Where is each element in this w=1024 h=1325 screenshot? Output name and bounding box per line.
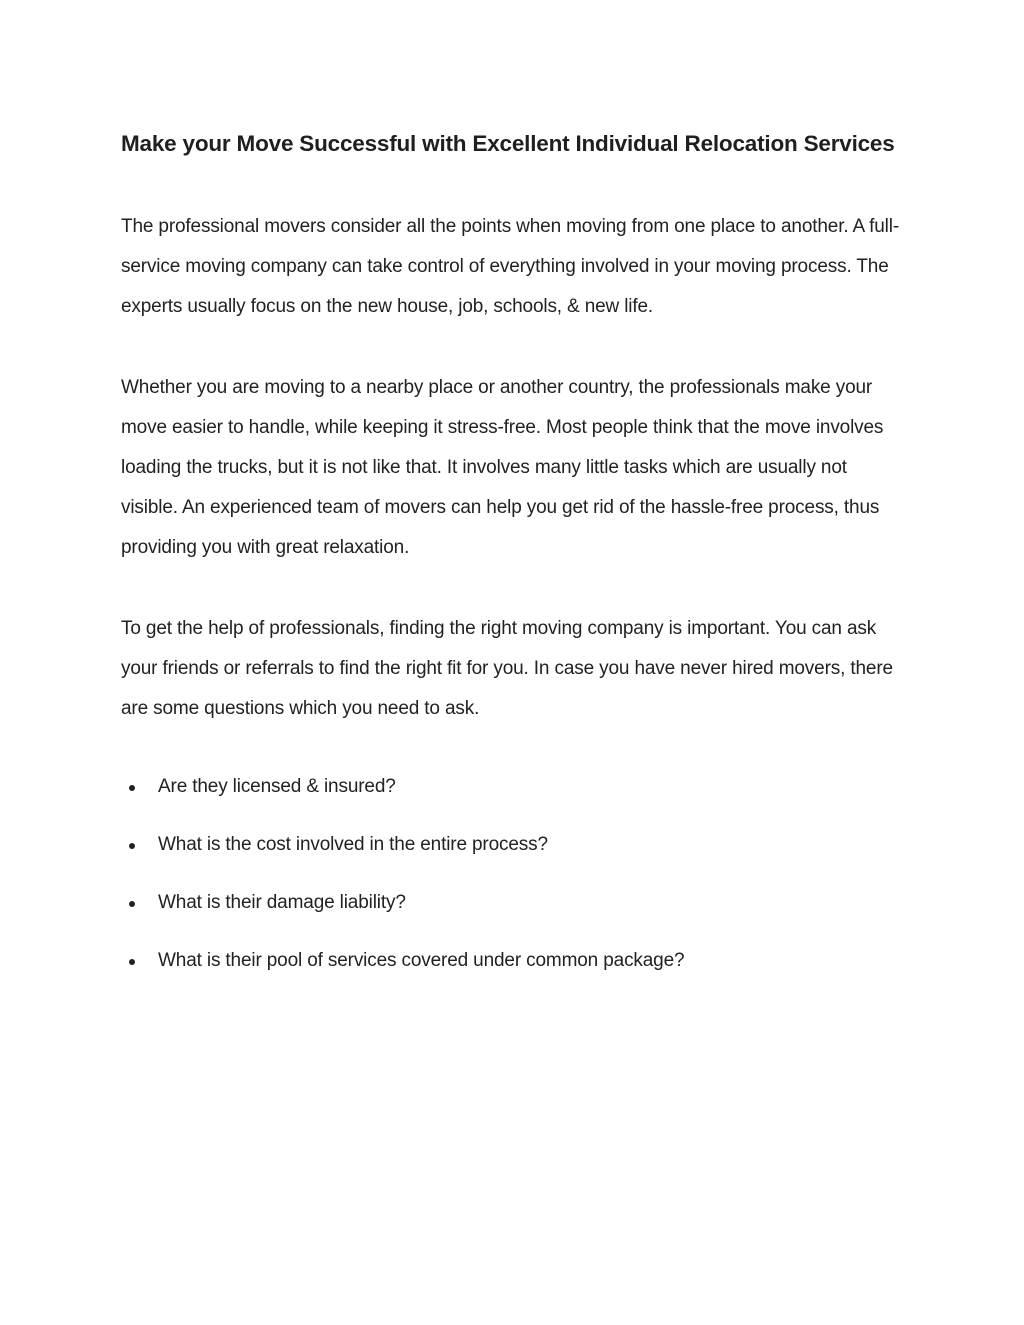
list-item-text: What is the cost involved in the entire process? [158,834,548,856]
list-item [121,767,906,807]
bullet-icon [129,785,135,791]
list-item-text: What is their damage liability? [158,892,406,914]
list-item [121,825,906,865]
bullet-icon [129,959,135,965]
bullet-icon [129,843,135,849]
paragraph-finding-company: To get the help of professionals, finding the right moving company is important. You can ask your friends or referrals to find the right fit for you. In case you have never hired movers, there are some questions which you need to ask. [121,617,893,720]
bullet-icon [129,901,135,907]
paragraph-professionals: Whether you are moving to a nearby place or another country, the professionals make your move easier to handle, while keeping it stress-free. Most people think that the move involves loading the trucks, but it is not like that. It involves many little tasks which are usually not visible. An experienced team of movers can help you get rid of the hassle-free process, thus providing you with great relaxation. [121,376,884,559]
paragraph-intro: The professional movers consider all the points when moving from one place to another. A full-service moving company can take control of everything involved in your moving process. The experts usually focus on the new house, job, schools, & new life. [121,216,900,318]
document-page [121,124,906,999]
list-item [121,883,906,923]
document-title: Make your Move Successful with Excellent Individual Relocation Services [121,131,895,156]
list-item-text: What is their pool of services covered under common package? [158,950,685,972]
list-item-text: Are they licensed & insured? [158,776,396,798]
list-item [121,941,906,981]
questions-list [121,767,906,981]
